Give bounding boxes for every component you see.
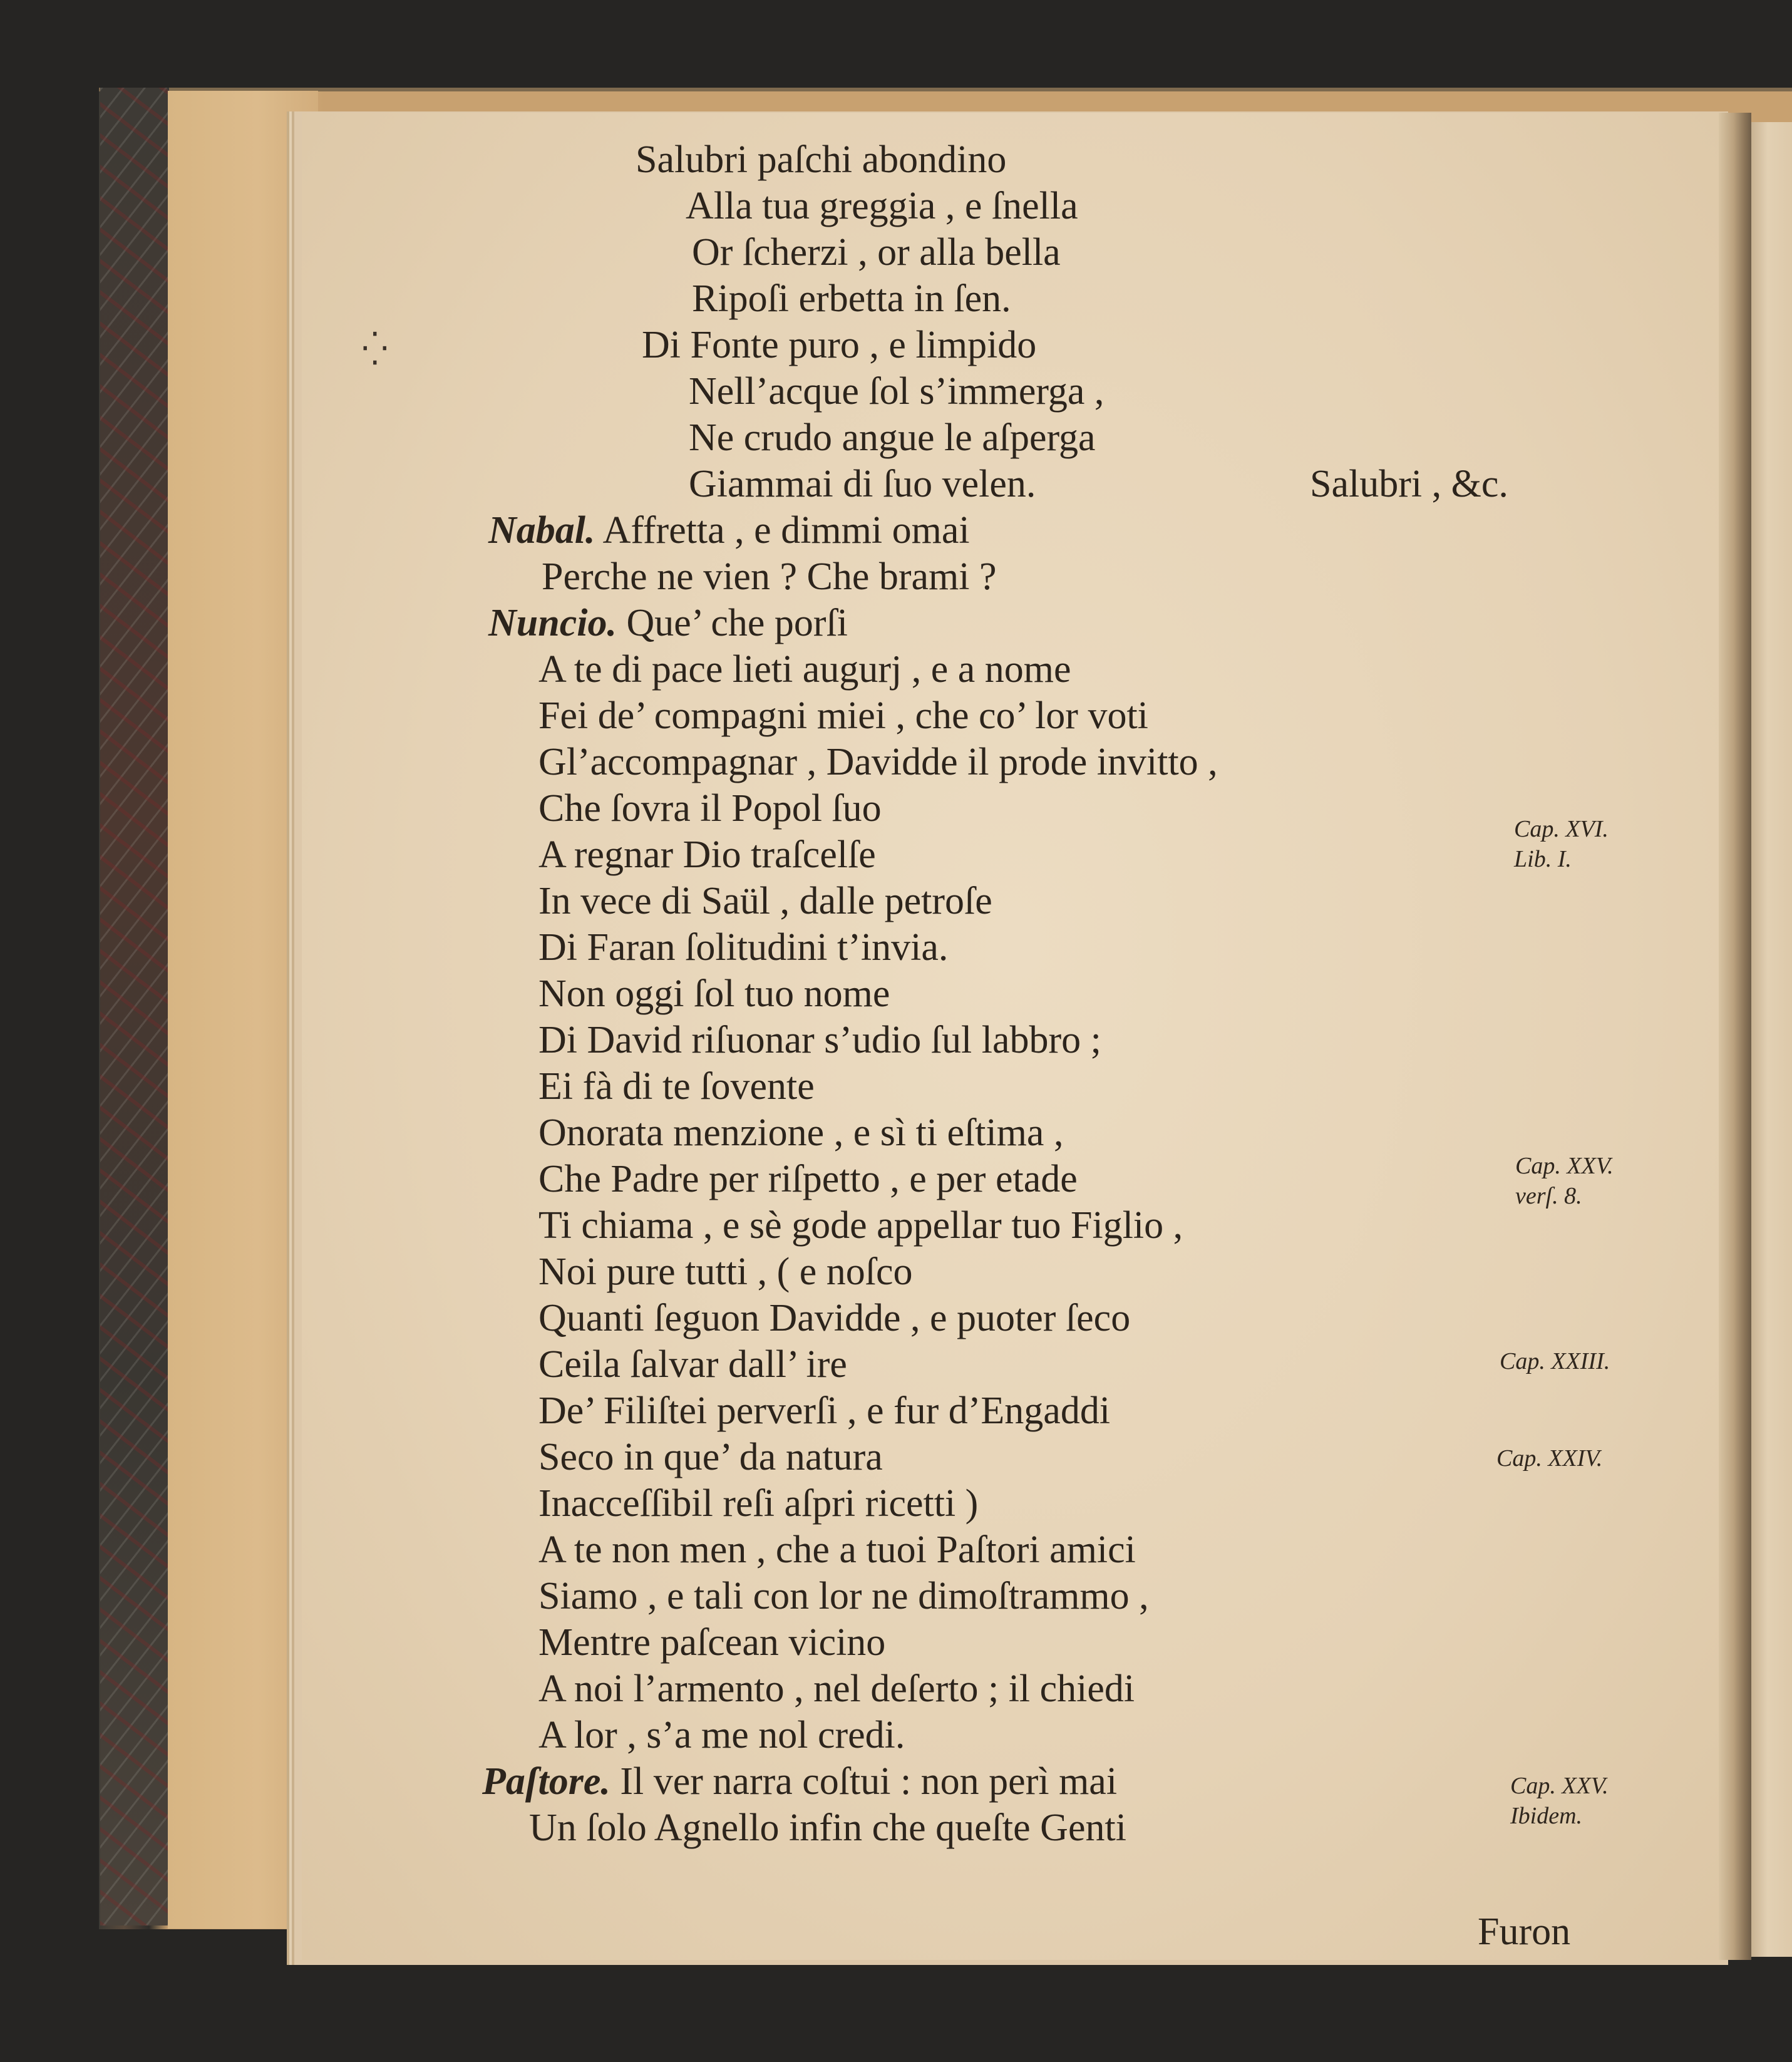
speech-line: Che Padre per riſpetto , e per etade [538, 1158, 1078, 1200]
speech-line: Mentre paſcean vicino [538, 1621, 886, 1664]
marbled-board-edge [100, 88, 169, 1925]
speech-line: Che ſovra il Popol ſuo [538, 787, 882, 830]
marginal-note [1510, 1771, 1609, 1831]
speech-line: A te non men , che a tuoi Paſtori amici [538, 1528, 1136, 1571]
speech-line [488, 507, 970, 554]
speaker-name: Nuncio. [488, 602, 617, 644]
marginal-note [1496, 1443, 1602, 1473]
speech-line: Noi pure tutti , ( e noſco [538, 1250, 913, 1293]
speech-text: Que’ che porſi [626, 602, 848, 644]
speech-line: Onorata menzione , e sì ti eſtima , [538, 1111, 1064, 1154]
speech-line: Ei fà di te ſovente [538, 1065, 815, 1108]
speech-line: Ceila ſalvar dall’ ire [538, 1343, 847, 1386]
note-line: Cap. XXV. [1515, 1153, 1614, 1179]
note-line: Cap. XXV. [1510, 1773, 1609, 1799]
stanza-line: Ripoſi erbetta in ſen. [692, 277, 1011, 320]
note-line: verſ. 8. [1515, 1183, 1582, 1209]
speech-line: Non oggi ſol tuo nome [538, 972, 890, 1015]
speech-line: In vece di Saül , dalle petroſe [538, 880, 992, 922]
note-line: Ibidem. [1510, 1803, 1583, 1829]
speech-line: Di David riſuonar s’udio ſul labbro ; [538, 1019, 1101, 1061]
speech-line: A te di pace lieti augurj , e a nome [538, 648, 1071, 691]
speech-line: De’ Filiſtei perverſi , e fur d’Engaddi [538, 1389, 1111, 1432]
speech-line [488, 600, 848, 646]
speech-line: Siamo , e tali con lor ne dimoſtrammo , [538, 1575, 1149, 1617]
speaker-name: Nabal. [488, 509, 595, 552]
page-gutter [1719, 113, 1751, 1960]
ink-stain-mark: ⁛ [362, 332, 388, 368]
stanza-line: Nell’acque ſol s’immerga , [689, 370, 1105, 413]
speech-line: Gl’accompagnar , Davidde il prode invitto , [538, 741, 1218, 783]
refrain-cue: Salubri , &c. [1310, 463, 1508, 505]
speech-text: Affretta , e dimmi omai [602, 509, 970, 552]
stanza-line: Giammai di ſuo velen. [689, 463, 1036, 505]
note-line: Lib. I. [1514, 846, 1572, 872]
marginal-note [1514, 814, 1609, 874]
marginal-note [1515, 1151, 1614, 1211]
speech-line: Seco in que’ da natura [538, 1436, 883, 1478]
speech-line: Ti chiama , e sè gode appellar tuo Figlio , [538, 1204, 1183, 1247]
catchword: Furon [1478, 1910, 1571, 1953]
speech-line: A noi l’armento , nel deſerto ; il chiedi [538, 1668, 1135, 1710]
facing-page-edge [1751, 122, 1792, 1957]
stanza-line: Salubri paſchi abondino [636, 138, 1007, 181]
speech-line [482, 1758, 1117, 1805]
marginal-note [1500, 1346, 1610, 1376]
note-line: Cap. XXIII. [1500, 1348, 1610, 1374]
speech-line: Di Faran ſolitudini t’invia. [538, 926, 949, 969]
speech-line: Quanti ſeguon Davidde , e puoter ſeco [538, 1297, 1131, 1339]
speech-line: Fei de’ compagni miei , che co’ lor voti [538, 694, 1148, 737]
stanza-line: Alla tua greggia , e ſnella [686, 185, 1078, 227]
speech-line: Perche ne vien ? Che brami ? [542, 555, 997, 598]
speech-text: Il ver narra coſtui : non perì mai [620, 1760, 1118, 1803]
note-line: Cap. XVI. [1514, 816, 1609, 842]
stanza-line: Di Fonte puro , e limpido [642, 324, 1037, 366]
stanza-line: Ne crudo angue le aſperga [689, 416, 1096, 459]
speaker-name: Paſtore. [482, 1760, 610, 1803]
stanza-line: Or ſcherzi , or alla bella [692, 231, 1061, 274]
speech-line: Inacceſſibil reſi aſpri ricetti ) [538, 1482, 979, 1525]
note-line: Cap. XXIV. [1496, 1445, 1603, 1472]
speech-line: A lor , s’a me nol credi. [538, 1714, 905, 1756]
speech-line: A regnar Dio traſcelſe [538, 833, 876, 876]
speech-line: Un ſolo Agnello infin che queſte Genti [529, 1807, 1126, 1849]
